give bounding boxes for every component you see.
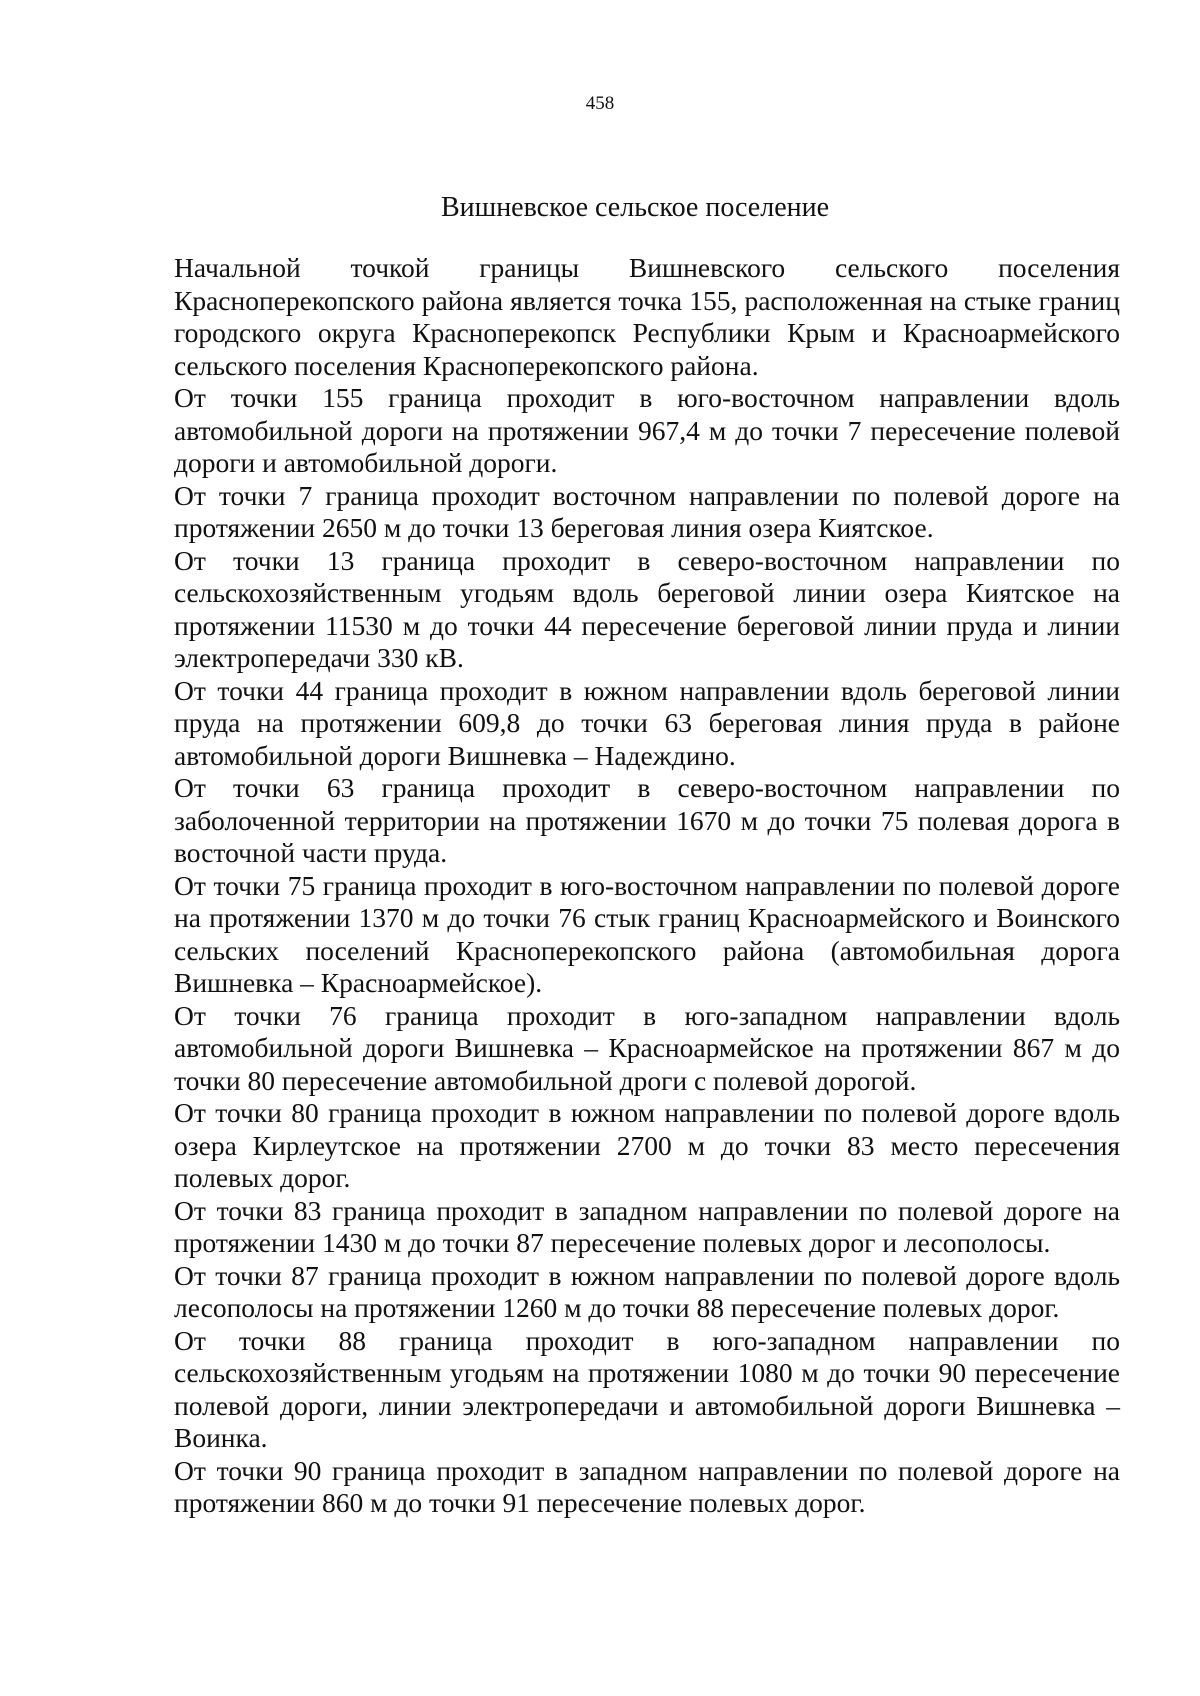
paragraph: От точки 155 граница проходит в юго-восточном направлении вдоль автомобильной дороги на протяжении 967,4 м до точки 7 пересечение полевой дороги и автомобильной дороги. bbox=[174, 382, 1120, 478]
document-title: Вишневское сельское поселение bbox=[440, 192, 830, 223]
document-body bbox=[174, 252, 1120, 1520]
paragraph: От точки 75 граница проходит в юго-восточном направлении по полевой дороге на протяжении 1370 м до точки 76 стык границ Красноармейского и Воинского сельских поселений Красноперекопского района (автомобильная дорога Вишневка – Красноармейское). bbox=[174, 869, 1120, 998]
paragraph: Начальной точкой границы Вишневского сельского поселения Красноперекопского района является точка 155, расположенная на стыке границ городского округа Красноперекопск Республики Крым и Красноармейского сельского поселения Красноперекопского района. bbox=[174, 252, 1120, 381]
paragraph: От точки 7 граница проходит восточном направлении по полевой дороге на протяжении 2650 м до точки 13 береговая линия озера Киятское. bbox=[174, 479, 1120, 543]
paragraph: От точки 44 граница проходит в южном направлении вдоль береговой линии пруда на протяжении 609,8 до точки 63 береговая линия пруда в районе автомобильной дороги Вишневка – Надеждино. bbox=[174, 674, 1120, 771]
paragraph: От точки 87 граница проходит в южном направлении по полевой дороге вдоль лесополосы на протяжении 1260 м до точки 88 пересечение полевых дорог. bbox=[174, 1259, 1120, 1323]
paragraph: От точки 90 граница проходит в западном направлении по полевой дороге на протяжении 860 м до точки 91 пересечение полевых дорог. bbox=[174, 1454, 1120, 1518]
paragraph: От точки 13 граница проходит в северо-восточном направлении по сельскохозяйственным угодьям вдоль береговой линии озера Киятское на протяжении 11530 м до точки 44 пересечение береговой линии пруда и линии электропередачи 330 кВ. bbox=[174, 544, 1120, 673]
paragraph: От точки 80 граница проходит в южном направлении по полевой дороге вдоль озера Кирлеутское на протяжении 2700 м до точки 83 место пересечения полевых дорог. bbox=[174, 1097, 1120, 1193]
paragraph: От точки 76 граница проходит в юго-западном направлении вдоль автомобильной дороги Вишневка – Красноармейское на протяжении 867 м до точки 80 пересечение автомобильной дроги с полевой дорогой. bbox=[174, 999, 1120, 1096]
paragraph: От точки 88 граница проходит в юго-западном направлении по сельскохозяйственным угодьям на протяжении 1080 м до точки 90 пересечение полевой дороги, линии электропередачи и автомобильной дороги Вишневка – Воинка. bbox=[174, 1324, 1120, 1453]
paragraph: От точки 83 граница проходит в западном направлении по полевой дороге на протяжении 1430 м до точки 87 пересечение полевых дорог и лесополосы. bbox=[174, 1194, 1120, 1258]
paragraph: От точки 63 граница проходит в северо-восточном направлении по заболоченной территории на протяжении 1670 м до точки 75 полевая дорога в восточной части пруда. bbox=[174, 772, 1120, 868]
page-number: 458 bbox=[585, 93, 615, 114]
